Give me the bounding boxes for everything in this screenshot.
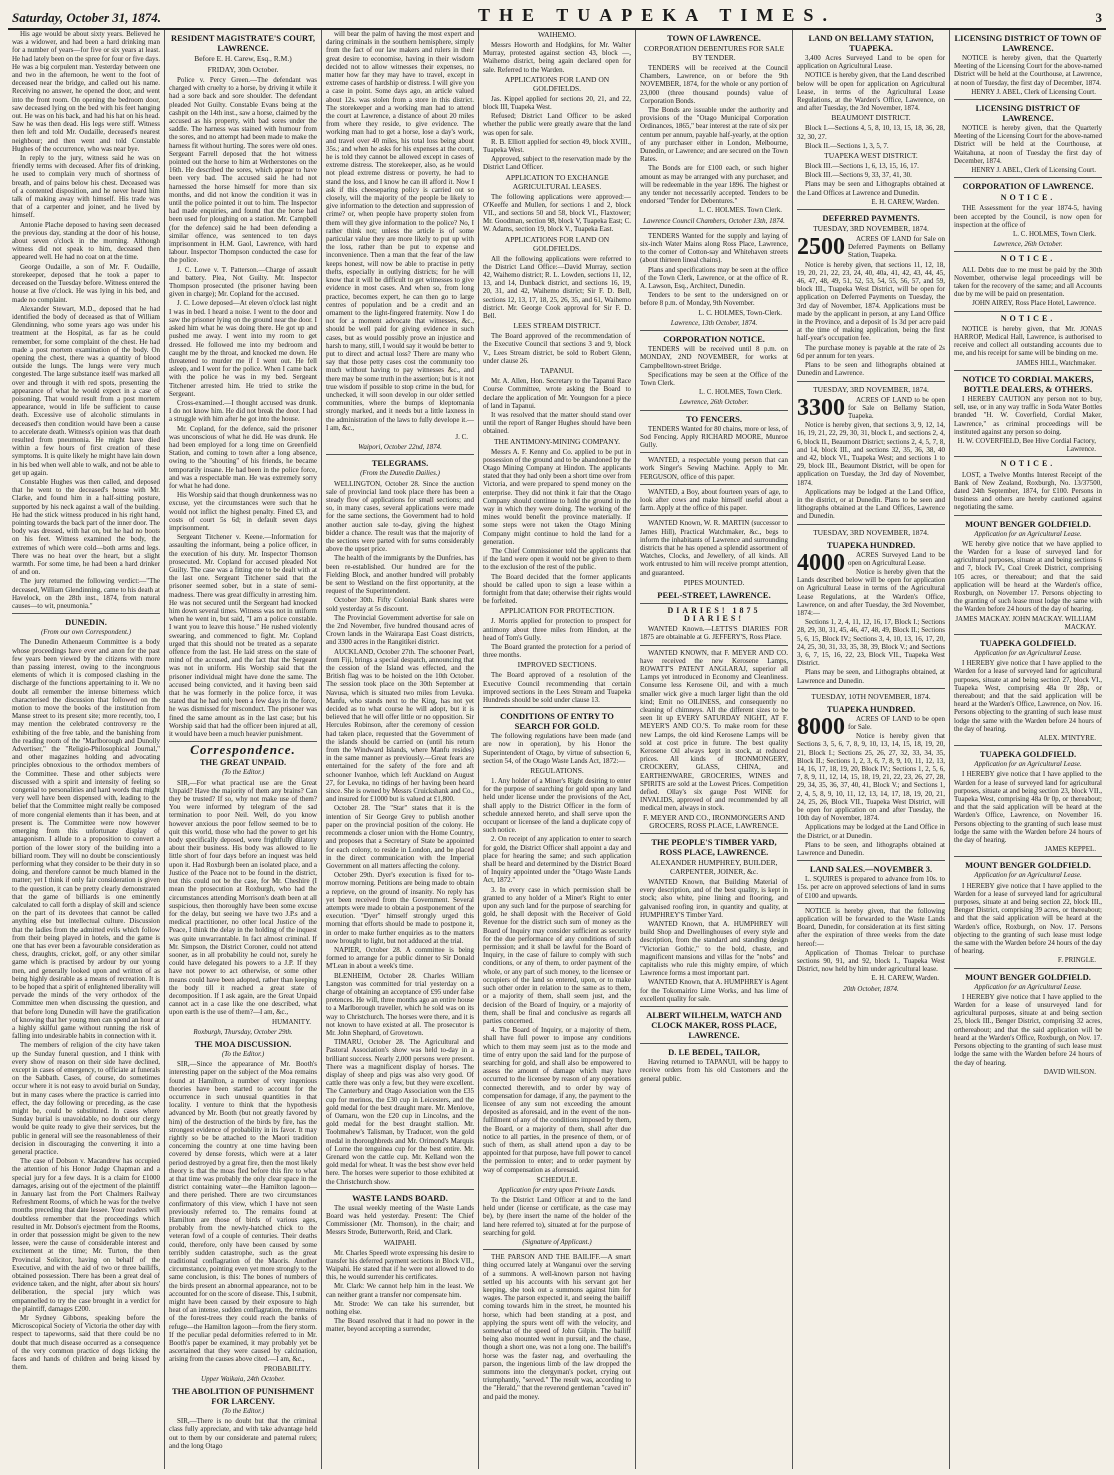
ad-signature: E. H. CAREW, Warden. [871,974,939,983]
divider [12,613,160,614]
ad-paragraph: ACRES Surveyed Land to be open on Agricultural Lease. [848,550,945,567]
column-4 [479,30,636,1469]
ad-heading: LAND SALES.—NOVEMBER 3. [809,864,933,875]
acreage-figure: 8000 [797,713,845,740]
ad-paragraph: I HEREBY give notice that I have applied to the Warden for a lease of surveyed land for agricultural purposes, situate at and being section 23, block VII., Tuapeka West, comprising 48a 0r 0p, or thereabout; and that the said application will be heard at the Warden's Office, Lawrence, on November 16. Persons objecting to the granting of such lease must lodge the same with the Warden before 24 hours of the day of hearing. [954,770,1102,845]
ad-date: TUESDAY, 3RD NOVEMBER, 1874. [813,384,929,394]
ad-signature: L. C. HOLMES. Town Clerk. [699,206,782,215]
schedule-signature: (Signature of Applicant.) [522,1237,592,1246]
article-paragraph: His age would be about sixty years. Believed he was a widower, and had been a hard drinking man for a number of years—for five or six years at least. He had lately been on the spree for four or five days. He was a big corpulent man. Yesterday between one and two in the afternoon, he went to the foot of deceased near the bridge, and called out his name. Receiving no answer, he opened the door, and went into the front room. On opening the bedroom door, saw deceased lying on the bed with his feet hanging out. He was on his back, and had his hat on his head. Saw he was then dead. His legs were stiff. Witness then left and told Mr. Oudaille, deceased's nearest neighbour; and then went and told Constable Hughes of the occurrence, who was near bye. [12,30,160,153]
article-paragraph: Refused; District Land Officer to be asked whether the public were greatly aware that the land was open for sale. [483,112,631,137]
ad-paragraph: Specifications may be seen at the Office of the Town Clerk. [640,370,788,387]
subsection-heading: SCHEDULE. [536,1174,578,1184]
letter-location: Upper Waikaia, 24th October. [201,1374,285,1383]
ad-caption: Application for an Agricultural Lease. [974,760,1082,769]
ad-paragraph: WANTED Known, that A. HUMPHREY is Agent for the Tokomairiro Lime Works, and has lime of excellent quality for sale. [640,978,788,1003]
divider [797,524,945,525]
telegram-paragraph: October 28. The "Star" states that it is the intention of Sir George Grey to publish another paper on the provincial position of the colony. He recommends a closer union with the Home Country, and proposes that a Secretary of State be appointed for each colony, to reside in London, and be placed in the direct communication with the Imperial Government on all matters affecting the colony. [326,804,474,870]
section-heading: RESIDENT MAGISTRATE'S COURT, LAWRENCE. [171,33,315,53]
article-paragraph: The Chief Commissioner told the applicants that if the land were open it would not be given to them to the exclusion of the rest of the public. [483,546,631,572]
divider [640,410,788,411]
ad-paragraph: Block III.—Sections 9, 33, 37, 41, 30. [805,171,912,180]
divider [640,330,788,331]
ad-paragraph: The Bonds are for £100 each, or such higher amount as may be arranged with any purchaser, and will be redeemable in the year 1896. The highest or any tender not necessarily accepted. Tenders to be endorsed "Tender for Debentures." [640,164,788,206]
ad-paragraph: NOTICE is hereby given, that the Quarterly Meeting of the Licensing Court for the above-named District will be held at the Courthouse, at Lawrence, at noon of Tuesday, the first day of December, 1874. [954,54,1102,87]
ad-heading: D. LE BEDEL, TAILOR, [668,1047,760,1058]
ad-heading: ALBERT WILHELM, WATCH AND CLOCK MAKER, ROSS PLACE, LAWRENCE. [646,1010,782,1041]
article-paragraph: Mr. Copland, for the defence, said the prisoner was unconscious of what he did. He was drunk. He had been employed for a long time on Greenfield Station, and coming to town after a long absence, owing to the "shouting" of his friends, he became temporarily insane. He had been in the police force, and was a respectable man. He was extremely sorry for what he had done. [169,424,317,490]
masthead-date: Saturday, October 31, 1874. [12,10,162,25]
ad-heading: TO FENCERS. [685,413,743,424]
divider [797,860,945,861]
section-subheading: (From our own Correspondent.) [40,628,132,637]
ad-heading: THE PEOPLE'S TIMBER YARD, ROSS PLACE, LAWRENCE. [651,837,777,858]
section-heading: DUNEDIN. [65,617,107,628]
article-paragraph: Jas. Kippel applied for sections 20, 21, and 22, block III, Tuapeka West. [483,94,631,112]
subsection-heading: TAPANUI. [540,366,574,376]
telegram-paragraph: October 29th. Dyer's execution is fixed for to-morrow morning. Petitions are being made to obtain a reprieve, on the ground of insanity. No reply has yet been received from the Government. Several attempts were made to obtain a postponement of the execution. "Dyer" himself strongly urged this morning that efforts should be made to postpone it, in order to make further enquiries as to the matters now brought to light, but not adduced at the trial. [326,871,474,945]
divider [326,1189,474,1190]
masthead [8,6,1106,30]
divider [797,381,945,382]
letter-location: Roxburgh, Thursday, October 29th. [193,1027,293,1036]
ad-paragraph: WANTED, a respectable young person that can work Singer's Sewing Machine. Apply to Mr. FERGUSON, office of this paper. [640,456,788,481]
ad-paragraph: Application of Thomas Treloar to purchase sections 90, 91, and 92, block I., Tuapeka West District, now held by him under agricultural lease. [797,948,945,974]
ad-paragraph: TENDERS will be received until 8 p.m. on MONDAY, 2ND NOVEMBER, for works at Campbelltown-street Bridge. [640,345,788,370]
ad-paragraph: Applications may be lodged at the Land Office in the District, or at Dunedin. [797,823,945,840]
ad-paragraph: Tenders to be sent to the undersigned on or before 8 p.m. of Monday, 9th November. [640,291,788,308]
divider [954,515,1102,516]
letter-signature: J. C. [455,432,468,441]
divider [954,968,1102,969]
ad-caption: Application for an Agricultural Lease. [974,871,1082,880]
ad-paragraph: WANTED, a Boy, about fourteen years of age, to look after cows and make himself useful about a farm. Apply at the office of this paper. [640,487,788,513]
subsection-heading: REGULATIONS. [530,766,584,776]
telegram-paragraph: AUCKLAND, October 27th. The schooner Pearl, from Fiji, brings a special despatch, announcing that the cession of the Island was effected, and the British flag was to be hoisted on the 10th October. The session took place on the 30th September at Navusa, which is situated two miles from Levuka. Manfu, who stands next to the King, has not yet decided as to what course he will adopt, but it is believed that he will offer little or no opposition. Sir Hercules Robinson, after the ceremony of cession had taken place, requested that the Government of the islands should be carried on (until his return from the Windward Islands, where Manfu resides) in the same manner as previously.—Great fears are entertained for the safety of the fore and aft schooner Ivanhoe, which left Auckland on August 27, for Levuka, no tidings of her having been heard since. She is owned by Messrs Cruickshank and Co., and insured for £1000 but is valued at £1,800. [326,647,474,804]
divider [640,603,788,604]
notice-banner: NOTICE. [1000,459,1056,469]
ad-heading: LICENSING DISTRICT OF LAWRENCE. [975,103,1081,124]
ad-paragraph: Notice is hereby given that Sections 3, 5, 6, 7, 8, 9, 10, 13, 14, 15, 18, 19, 20, 21, Block I.; Sections 25, 26, 27, 32, 33, 34, 35, Block II.; Sections 1, 2, 3, 6, 7, 8, 9, 10, 11, 12, 13, 14, 16, 17, 18, 19, 20, Block IV.; Sections 1, 2, 5, 6, 7, 8, 9, 11, 12, 14, 15, 18, 19, 21, 22, 23, 26, 27, 28, 29, 34, 35, 36, 37, 40, 41, Block V.; and Sections 1, 2, 4, 5, 8, 9, 10, 11, 12, 13, 14, 17, 18, 19, 20, 21, 24, 25, 26, Block VII., Tuapeka West District, will be open for application on and after Tuesday, the 10th day of November, 1874. [797,732,945,823]
article-paragraph: George Oudaille, a son of Mr. F. Oudaille, storekeeper, deposed that he took a paper to deceased on the Tuesday before. Witness entered the house at five o'clock. He was lying in his bed, and made no complaint. [12,262,160,304]
acreage-figure: 4000 [797,549,845,576]
article-paragraph: All the following applications were referred to the District Land Office:—David Murray, section 42, Waihemo district; R. L. Lowden, sections 11, 12, 13, and 14, Dunback district, and sections 16, 19, 20, 31, and 42, Waihemo district; Sir F. D. Bell, sections 12, 13, 17, 18, 25, 26, 35, and 61, Waihemo district. Mr. George Cook approval for Sir F. D. Bell. [483,254,631,321]
ad-paragraph: Sections 1, 2, 4, 11, 12, 16, 17, Block I.; Sections 28, 29, 30, 31, 45, 46, 47, 48, 49, Block II.; Sections 5, 6, 15, Block IV.; Sections 3, 4, 10, 13, 16, 17, 20, 24, 25, 30, 31, 33, 35, 38, 39, Block V.; and Sections 3, 6, 7, 15, 16, 22, 23, Block VII., Tuapeka West District. [797,618,945,668]
divider [640,452,788,453]
ad-subheading: ALEXANDER HUMPHREY, BUILDER, CARPENTER, JOINER, &c. [650,858,778,877]
ad-heading: NOTICE TO CORDIAL MAKERS, BOTTLE DEALERS, & OTHERS. [962,373,1094,394]
ad-paragraph: WANTED KNOWN, that F. MEYER AND CO. have received the new Kerosene Lamps, ROWATT'S PATENT ANGLARAJ, superior all Lamps yet introduced in Economy and Cleanliness. Consume less Kerosene Oil, and with a much smaller wick give a much larger light than the old kind; Emit no OILINESS, and consequently no cleaning of chimneys. All the different sizes to be seen lit up EVERY SATURDAY NIGHT, AT F. MEYER'S AND CO.'S. To make room for these new Lamps, the old kind Kerosene Lamps will be sold at cost price in future. The best quality Kerosene Oil always kept in stock, at reduced prices. All kinds of IRONMONGERY, CROCKERY, GLASS, CHINA, and EARTHENWARE, GROCERIES, WINES and SPIRITS are sold at the Lowest Prices. Competition defied. Ollay's six gauge Post WINE for INVALIDS, approved of and recommended by all medical men, always in stock. [640,648,788,813]
letter-subheading: (To the Editor.) [221,768,265,777]
ad-location: Lawrence, 26th October. [679,398,749,407]
article-paragraph: Mr. Charles Speedl wrote expressing his desire to transfer his deferred payment sections in Block VII., Waipahi. He stated that if he were not allowed to do this, he would surrender his certificates. [326,1248,474,1282]
subsection-heading: APPLICATION FOR PROTECTION. [499,606,615,616]
article-paragraph: Cross-examined.—I thought accused was drunk. I do not know him. He did not break the door. I had a struggle with him after he got into the house. [169,398,317,424]
ad-signature: E. H. CAREW, Warden. [871,197,939,206]
ad-paragraph: Notice is hereby given, that sections 11, 12, 18, 19, 20, 21, 22, 23, 24, 40, 40a, 41, 42, 43, 44, 45, 46, 47, 48, 49, 51, 52, 53, 54, 55, 56, 57, and 59, block III., Tuapeka West District, will be open for application on Deferred Payments on Tuesday, the 3rd day of November, 1874. Applications must be made by the applicant in person, at any Land Office in the Province, and a deposit of 1s 3d per acre paid at the time of making application, being the first half-year's occupation fee. [797,260,945,343]
letter-heading: THE MOA DISCUSSION. [194,1038,292,1049]
ad-paragraph: I HEREBY give notice that I have applied to the Warden for a lease of unsurveyed land for agricultural purposes, situate at and being section 25, block III., Benger District, comprising 32 acres, orthereabout; and that the said application will be heard at the Warden's Office, Roxburgh, on Nov. 17. Persons objecting to the granting of such lease must lodge the same with the Warden before 24 hours of the day of hearing. [954,992,1102,1067]
article-paragraph: Constable Hughes was then called, and deposed that he went to the deceased's house with Mr. Clarke, and found him in a half-sitting posture, supported by his neck against a wall of the building. He had the stick witness produced in his right hand, pointing towards the back part of the inner door. The body was dressed, with hat on, but he had no boots on his feet. Witness examined the body, the extremes of which were cold—both arms and legs. There was no heat over the heart, but a slight warmth. For some time, he had been a hard drinker of and on. [12,477,160,577]
ad-heading: DEFERRED PAYMENTS. [822,213,920,224]
ad-signature: HENRY J. ABEL, Clerk of Licensing Court. [971,166,1096,175]
ad-date: TUESDAY, 3RD NOVEMBER, 1874. [813,527,929,537]
column-3 [322,30,479,1469]
ad-paragraph: Block II.—Sections 1, 3, 5, 7. [805,141,889,150]
divider [326,454,474,455]
ad-heading: TOWN OF LAWRENCE. [667,33,761,43]
divider [640,515,788,516]
ad-paragraph: Plans to be seen and lithographs obtained at Dunedin and Lawrence. [797,361,945,378]
ad-heading: CORPORATION OF LAWRENCE. [962,181,1094,192]
article-paragraph: Messrs Howorth and Hodgkins, for Mr. Walter Murray, protested against section 43, block —, Waihemo district, being again declared open for sale. Referred to the Warden. [483,41,631,74]
article-paragraph: The usual weekly meeting of the Waste Lands Board was held yesterday. Present: The Chief Commissioner (Mr. Thomson), in the chair; and Messrs Strode, Butterworth, Reid, and Clark. [326,1203,474,1237]
article-paragraph: J. C. Lowe v. T. Patterson.—Charge of assault and battery. Plea, Not Guilty. Mr. Inspector Thompson prosecuted (the prisoner having been given in charge); Mr. Copland for the accused. [169,265,317,299]
ad-paragraph: NOTICE is hereby given, that the following application will be forwarded to the Waste Lands Board, Dunedin, for consideration at its first sitting after the expiration of three weeks from the date hereof:— [797,906,945,948]
acreage-figure: 3300 [797,394,845,421]
divider [483,707,631,708]
divider [797,209,945,210]
ad-paragraph: NOTICE is hereby given, that the Quarterly Meeting of the Licensing Court for the above-named District will be held at the Courthouse, at Waitahuna, at noon of Tuesday the first day of December, 1874. [954,124,1102,165]
ad-paragraph: L. SQUIRES is prepared to advance from 10s. to 15s. per acre on approved selections of land in sums of £100 and upwards. [797,875,945,900]
ad-signature: H. W. COVERFIELD, Bee Hive Cordial Factory, Lawrence. [957,436,1096,454]
regulation-paragraph: 2. On receipt of any application to enter to search for gold, the District Officer shall appoint a day and place for hearing the same; and such application shall be heard and determined by the District Board of Inquiry appointed under the "Otago Waste Lands Act, 1872." [483,835,631,885]
divider [954,99,1102,100]
subsection-heading: APPLICATIONS FOR LAND ON GOLDFIELDS. [504,234,610,253]
letter-subheading: (To the Editor.) [221,1049,265,1058]
divider [797,688,945,689]
ad-paragraph: I HEREBY give notice that I have applied to the Warden for a lease of surveyed land for agricultural purposes, situate at and being section 27, block VI., Tuapeka West, comprising 48a 0r 28p, or thereabout; and that the said application will be heard at the Warden's Office, Lawrence, on Nov. 16. Persons objecting to the granting of such lease must lodge the same with the Warden before 24 hours of the day of hearing. [954,659,1102,733]
district-heading: TUAPEKA WEST DISTRICT. [824,151,918,161]
section-subheading: (From the Dunedin Dailies.) [360,469,440,478]
letter-location: Waipori, October 22nd, 1874. [358,443,442,452]
divider [640,484,788,485]
ad-location: Lawrence, 26th October. [993,240,1063,249]
article-paragraph: The Dunedin Athenaeum Committee is a body whose proceedings have ever and anon for the past few years been viewed by the citizens with more than passing interest, owing to the incongruous elements of which it is composed clashing in the discharge of the functions appertaining to it. We no doubt all remember the intense bitterness which characterised the discussion that followed on the motion to move the books of the institution from Manse street to its present site; more recently, too, I may mention the celebrated controversy re the exhibiting of the free table, and the banishing from the reading room of the "Marlborough and Dunolly Advertiser," the "Religio-Philosophical Journal," and other magazines holding and advocating principles obnoxious to the orthodox members of the Committee. These and other subjects were discussed with a spirit and intensity of feeling so congenial to personalities and hard words that might very well have been dispensed with, leading to the belief that the Committee might really be composed of more congenial elements than it has been, and at present is. The Committee were now however emerging from this unfortunate display of antagonism. I allude to a proposition to convert a portion of the lower story of the building into a billiard room. They will no doubt be conscientiously performing what they consider to be their duty in so doing, and therefore cannot be much blamed in the matter; yet I think if only fair consideration is given to the question, it can be pretty clearly demonstrated that the game of billiards is one eminently calculated to call forth a display of skill and science on the part of its devotees that cannot be called anything else but intellectual culture. Discussion that the ladies from the admitted evils which follow from their being played in hotels, and the game is one that has ever been a favourable consideration as chess, draughts, cricket, golf, or any other similar game which is practised by ardour by our young men, and generally looked upon and written of as being highly desirable as a means of recreation. It is to be hoped that a spirit of enlightened liberality will pervade the minds of the very orthodox of the Committee men when discussing the question, and that before long Dunedin will have the gratification of knowing that her young men can spend an hour at a highly skilful game without running the risk of falling into undesirable habits in connection with it. [12,638,160,1041]
letter-paragraph: SIR,—For what practical use are the Great Unpaid? Have the majority of them any brains? Can they be trusted? If so, why not make use of them? You were informed by telegram of the sad termination to poor Neil. Well, do you know however anxious the poor fellow seemed to be to quit this world, those who had the power to get his body specifically deposed, were frightfully dilatory about their business. His body was allowed to lie little short of four days before an inquest was held upon it. Had Roxburgh been an isolated place, and a Justice of the Peace not to be found in the district, but this could not be the case, for Mr. Cheshire (I mean the prosecution at Roxburgh, who had the circumstances attending Morrison's death been at all suspicious, then thoroughly have been some excuse for the delay, but seeing we have two J.P.s and a medical practitioner, no other local Justice of the Peace, I think the delay in the holding of the inquest was quite unwarrantable. In fact almost criminal. If Mr. Simpson, the District Coroner, could not attend sooner, as in all probability he could not, surely he could have delegated his powers to a J.P. If they have not power to act otherwise, or some other means could have been adopted, rather than keeping the body till it reached a great state of decomposition. If I ask again, are the Great Unpaid cannot act in a case like the one described, what upon earth is the use of them?—I am, &c., [169,778,317,1017]
article-paragraph: Mr. Clark: We cannot help him in the least. We can neither grant a transfer nor compensate him. [326,1282,474,1299]
article-paragraph: Mr. A. Allen, Hon. Secretary to the Tapanui Race Course Committee, wrote asking the Board to declare the application of Mr. Youngson for a piece of land in Tapanui. [483,377,631,410]
ad-signature: JAMES MACKAY. JOHN MACKAY. WILLIAM MACKAY. [955,614,1096,631]
telegram-paragraph: The health of the immigrants by the Dunfries, has been re-established. Our hundred are for the Fielding Block, and another hundred will probably be sent to Westland on the first opportunity, at the request of the Superintendent. [326,554,474,596]
telegram-paragraph: WELLINGTON, October 28. Since the auction sale of provincial land took place there has been a steady flow of applications for small sections; and so, in many cases, several applications were made for the same sections, the Government had to hold another auction sale to-day, giving the highest bidder a chance. The result was that the majority of the sections were parted with for sums considerably above the upset price. [326,479,474,554]
ad-heading: MOUNT BENGER GOLDFIELD. [965,860,1091,871]
divider [640,1043,788,1044]
article-paragraph: J. Morris applied for protection to prospect for antimony about three miles from Hindon, at the head of Tom's Gully. [483,617,631,642]
ad-heading: PEEL-STREET, LAWRENCE. [657,589,771,600]
letter-paragraph: will bear the palm of having the most expert and daring criminals in the southern hemisphere, simply from the fact of our law makers and rulers in their great desire to economise, having in their wisdom decided not to allow witnesses their expenses, no matter how far they may have to travel, except in extreme cases of hardship or distress. I will give you a case in point. Some days ago, an article valued about 12s. was stolen from a store in this district. The storekeeper and a working man had to attend the court at Lawrence, a distance of about 20 miles from where they reside, to give evidence. The working man had to get a horse, lose a day's work, and travel over 40 miles, his total loss being about 35s.; and when he asks for his expenses at the court, he is told they cannot be allowed except in cases of extreme distress. The storekeeper, also, as he would not plead extreme distress or poverty, he had to stand the loss, and I know he can ill afford it. Now I ask if this cheeseparing policy is carried out so closely, will the majority of the people be likely to give information to the detection and suppression of crime? or, when people have property stolen from them will they give information to the police? No, I rather think not; unless the article is of some particular value they are more likely to put up with the loss, rather than be put to expense and inconvenience. Then a man that the fear of the law keeps honest, will now be able to practise in petty thefts, especially in outlying districts; for he will know that it will be difficult to get witnesses to give evidence in most cases. And when so, from long practice, becomes expert, he can then go to large centres of population and be a credit and an ornament to the light-fingered fraternity. Now I do not for a moment advocate that witnesses, &c., should be well paid for giving evidence in such cases, but as would possibly prove an injustice and harsh to many, still, I would say it would be better to put to direct and actual loss? There are many who say that those petty cases cost the community too much without having to pay witnesses &c., and there may be some truth in the assertion; but is it not true wisdom if possible to stop crime in the bud, for unchecked, it will soon develop in our older settled communities, where the bumps of kleptomania strongly marked, and it needs but a little laxness in the administration of the laws to fully develope it.—I am, &c., [326,30,474,432]
correspondence-heading: Correspondence. [190,742,296,758]
letter-subheading: (To the Editor.) [221,1407,265,1416]
ad-signature: JAMES HILL, Watchmaker. [1016,358,1096,367]
telegram-paragraph: October 30th. Fifty Colonial Bank shares were sold yesterday at 5s discount. [326,596,474,613]
notice-banner: NOTICE. [1000,313,1056,323]
article-paragraph: Sergeant Titchener v. Keene.—Information for assaulting the informant, being a police officer, in the execution of his duty. Mr. Inspector Thomson prosecuted. Mr. Copland for accused pleaded Not Guilty. The case was a fitting one to be dealt with at the last one. Sergeant Titchener said that the prisoner seemed sober, but in a state of semi-madness. There was great difficulty in arresting him. He was not secured until the Sergeant had knocked him down several times. Witness was not in uniform when he went in, but said, "I am a police constable. I want you to leave this house." He rushed violently swearing, and commenced to fight. Mr. Copland urged that this should not be treated as a separate offence from the last. He laid stress on the state of mind of the accused, and the fact that the Sergeant was not in uniform. His Worship said that the prisoner individual might have done the same. The accused being convicted, and it having been said that he was formerly in the police force, it was stated that he had only been a few days in the force, he was dismissed for misconduct. The prisoner was fined the same amount as in the last case; but his Worship said that had the officer been injured at all, it would have been a much heavier punishment. [169,533,317,739]
telegram-paragraph: BLENHEIM, October 28. Charles William Langston was committed for trial yesterday on a charge of obtaining an acceptance of £95 under false pretences. He will, three months ago an entire house to a Marlborough traveller, which he sold was on its way to Christchurch. The horses were there, and it is not known to have existed at all. The prosecutor is Mr. John Shephard, of Grovetown. [326,971,474,1037]
ad-signature: L. C. HOLMES, Town Clerk. [699,388,782,397]
article-paragraph: Antonie Plache deposed to having seen deceased the previous day, standing at the door of his house, about seven o'clock in the morning. Although witness did not speak to him, deceased then appeared well. He had no coat on at the time. [12,220,160,262]
regulation-paragraph: 4. The Board of Inquiry, or a majority of them, shall have full power to impose any conditions which to them may seem just as to the mode and time of entry upon the said land for the purpose of searching for gold, and shall also be empowered to assess the amount of damage which may have occurred to the licensee by reason of any operations connected therewith, and to order by way of compensation for damage, if any, the payment to the licensee of any sum not exceeding the amount deposited as aforesaid, and in the event of the non-fulfilment of any of the conditions imposed by them, the Board, or a majority of them, shall after due notice to all parties, in the presence of them, or of such of them, as shall attend upon a day to be appointed for that purpose, have full power to cancel the permission to enter; and to order payment by way of compensation as aforesaid. [483,1026,631,1174]
ad-paragraph: Notice is hereby given, that sections 3, 9, 12, 14, 16, 19, 21, 22, 29, 30, 31, block I., and sections 2, 4, 6, block II., Beaumont District; sections 2, 4, 5, 7, 8, and 14, block III., and sections 32, 35, 36, 38, 40 and 42, block VI., Tuapeka West; and sections 1 to 29, block III., Beaumont District, will be open for application on Tuesday, the 3rd day of November, 1874. [797,421,945,487]
article-paragraph: J. C. Lowe deposed—At eleven o'clock last night I was in bed. I heard a noise. I went to the door and saw the prisoner lying on the ground near the door. I asked him what he was doing there. He got up and pushed me away. I went into my room to get dressed. He followed me into my bedroom and caught me by the throat, and knocked me down. He threatened to murder me if I went out. He fell asleep, and I went for the police. When I came back with the police he was in my bed. Sergeant Titchener arrested him. He tried to strike the Sergeant. [169,299,317,398]
masthead-title: THE TUAPEKA TIMES. [478,5,836,25]
subsection-heading: IMPROVED SECTIONS. [517,660,597,670]
ad-paragraph: WANTED Known, that Building Material of every description, and of the best quality, is kept in stock; also white, pine lining and flooring, and galvanised roofing iron, in quantity and quality, at HUMPHREY'S Timber Yard. [640,878,788,919]
column-6 [793,30,950,1469]
ad-paragraph: Block III.—Sections 1, 6, 13, 15, 16, 17. [805,162,919,171]
ad-location: 20th October, 1874. [843,984,899,993]
ad-paragraph: ACRES OF LAND for Sale on Deferred Payments on Bellamy Station, Tuapeka. [848,235,945,260]
ad-paragraph: WANTED Known, W. R. MARTIN (successor to James Hill), Practical Watchmaker, &c., begs to inform the inhabitants of Lawrence and surrounding districts that he has opened a splendid assortment of Watches, Clocks, and Jewellery, of all kinds. All work entrusted to him will receive prompt attention, and guaranteed. [640,519,788,577]
article-paragraph: The following applications were approved:—O'Keeffe and Mullen, for sections 1 and 2, block VII., and sections 50 and 58, block VI., Flaxtower; Mr. Goodman, section 98, block V, Tuapeka East; C. W. Adams, section 19, block V., Tuapeka East. [483,192,631,234]
divider [954,456,1102,457]
ad-paragraph: Plans and specifications may be seen at the office of the Town Clerk, Lawrence, or at the office of R. A. Lawson, Esq., Architect, Dunedin. [640,265,788,291]
article-paragraph: The following regulations have been made (and are now in operation), by his Honor the Superintendent of Otago, by virtue of subsection 6, section 54, of the Otago Waste Lands Act, 1872:— [483,732,631,765]
divider [954,634,1102,635]
article-paragraph: Approved, subject to the reservation made by the District Land Officer. [483,155,631,172]
letter-signature: HUMANITY. [272,1017,311,1026]
ad-signature: DAVID WILSON. [1043,1067,1096,1076]
article-paragraph: Messrs A. F. Kenny and Co. applied to be put in possession of the ground and to be abandoned by the Otago Mining Company at Hindon. The applicants stated that they had only been a short time over from Victoria, and were prepared to spend money on the enterprise. They did not think it fair that the Otago Company should continue to hold the ground in the way in which they were doing. The working of the mines would benefit the province materially. If some steps were not taken the Otago Mining Company might continue to hold the land for a generation. [483,447,631,546]
ad-paragraph: I HEREBY give notice that I have applied to the Warden for a lease of surveyed land for agricultural purposes, situate at and being section 22, block III., Benger District, comprising 39 acres, or thereabout; and that the said application will be heard at the Warden's office, Roxburgh, on Nov. 17. Persons objecting to the granting of such lease must lodge the same with the Warden before 24 hours of the day of hearing. [954,881,1102,956]
ad-paragraph: ACRES OF LAND to be open for Sale on Bellamy Station, Tuapeka. [848,395,945,420]
ad-paragraph: I HEREBY CAUTION any person not to buy, sell, use, or in any way traffic in Soda Water Bottles branded "H. W. Coverfield, Cordial Maker, Lawrence," as criminal proceedings will be instituted against any person so doing. [954,394,1102,436]
regulation-paragraph: 1. Any holder of a Miner's Right desiring to enter for the purpose of searching for gold upon any land held under license under the provisions of the Act, shall apply to the District Officer in the form of schedule annexed hereto, and shall serve upon the occupant or licensee of the land a duplicate copy of such notice. [483,777,631,835]
diaries-banner: DIARIES! 1875 DIARIES! [667,605,761,623]
district-heading: BEAUMONT DISTRICT. [831,113,911,123]
court-magistrate: Before E. H. Carew, Esq., R.M.) [194,54,292,63]
letter-paragraph: SIR,—There is no doubt but that the criminal class fully appreciate, and with take advantage held out to them by our considerate and paternal rulers; and the long Otago [169,1417,317,1450]
ad-paragraph: WE hereby give notice that we have applied to the Warden for a lease of surveyed land for agricultural purposes, situate at and being sections 6 and 7, block IV., Coal Creek District, comprising 105 acres, or thereabout; and that the said application will be heard at the Warden's office, Roxburgh, on November 17. Persons objecting to the granting of such lease must lodge the same with the Warden before 24 hours of the day of hearing. [954,539,1102,614]
column-7 [950,30,1106,1469]
column-5 [636,30,793,1469]
ad-paragraph: Having returned to TAPANUI, will be happy to receive orders from his old Customers and the general public. [640,1058,788,1083]
ad-paragraph: ALL Debts due to me must be paid by the 30th November, otherwise legal proceedings will be taken for the recovery of the same; and all Accounts due by me will be paid on presentation. [954,265,1102,299]
ad-paragraph: Notice is hereby given that the Lands described below will be open for application on Agricultural Lease in terms of the Agricultural Lease Regulations, at the Warden's Office, Lawrence, on and after Tuesday, the 3rd November, 1874:— [797,567,945,617]
ad-heading: LICENSING DISTRICT OF TOWN OF LAWRENCE. [954,33,1102,53]
divider [954,251,1102,252]
divider [640,833,788,834]
ad-paragraph: The Bonds are issuable under the authority and provisions of the "Otago Municipal Corporation Ordinances, 1865," bear interest at the rate of six per centum per annum, payable half-yearly, at the option of any purchaser either in London, Melbourne, Dunedin, or Lawrence; and are secured on the Town Rates. [640,106,788,164]
article-paragraph: The Board approved of a resolution of the Executive Council recommending that certain improved sections in the Lees Stream and Tuapeka Hundreds should be sold under clause 13. [483,671,631,704]
ad-date: TUESDAY, 3RD NOVEMBER, 1874. [813,224,929,234]
subsection-heading: APPLICATIONS FOR LAND ON GOLDFIELDS. [504,74,610,93]
article-paragraph: The case of Dobson v. Macandrew has occupied the attention of his Honor Judge Chapman and a special jury for a few days. It is a claim for £1000 damages, arising out of the ejectment of the plaintiff in January last from the Port Chalmers Railway Refreshment Rooms, of which he was for the twelve months preceding that date lessee. Your readers will doubtless remember that the proceedings which resulted in Mr. Dobson's ejectment from the Rooms, in order that possession might be given to the new lessee, were the cause of considerable interest and excitement at the time; Mr. Turton, the then Provincial Solicitor, having on behalf of the Executive, and with the aid of two or three bailiffs, obtained possession. There has been a great deal of evidence taken, and the night, after about six hours' deliberation, the special jury which was empannelled to try the case brought in a verdict for the plaintiff, damages £200. [12,1157,160,1313]
court-date: FRIDAY, 30th October. [207,65,279,74]
article-paragraph: Police v. Percy Green.—The defendant was charged with cruelty to a horse, by driving it while it had a sore back and sore shoulder. The defendant pleaded Not Guilty. Constable Evans being at the cashpit on the 14th inst., saw a horse, claimed by the accused as his property, with bad sores under the saddle. The harness was stained with humour from the sores, and no attempt had been made to make the harness fit without hurting. The sores were old ones. Sergeant Farrell deposed that the hot witness pointed out the horse to him at Wetherstones on the 16th. He described the sores, which appear to have been very bad. The accused said he had not harnessed the horse himself for more than six months, and did not know the condition it was in until the police pointed it out to him. The Inspector had made enquiries, and found that the horse had been used for ploughing on a station. Mr. Campbell (for the defence) said he had been defending a similar offence, was sentenced to ten days imprisonment in H.M. Gaol, Lawrence, with hard labour. Inspector Thompson conducted the case for the police. [169,76,317,265]
article-paragraph: Mr. Strode: We can take his surrender, but nothing else. [326,1299,474,1317]
ad-location: Lawrence Council Chambers, October 13th, 1874. [643,216,785,225]
article-paragraph: The members of religion of the city have taken up the Sunday funeral question, and I think with every show of reason on their side have declined, except in cases of emergency, to officiate at funerals on the Sabbath. Cases, of course, do sometimes occur where it is not easy to avoid burial on Sunday, but in many cases where the practice is carried into effect, the day following or preceding, as the case might be, could be substituted. In cases where Sunday burial is unavoidable, no doubt our clergy would be quite ready to give their services, but the public in general will see the reasonableness of their decision in discouraging the converting it into a general practice. [12,1041,160,1157]
divider [483,1249,631,1250]
ad-paragraph: ACRES OF LAND to be open for Sale. [848,714,945,731]
article-paragraph: In reply to the jury, witness said he was on friendly terms with deceased. After fits of drinking, he used to complain very much of shortness of breath, and of pains below his chest. Deceased was of a contented disposition, and he never heard him talk of making away with himself. His trade was that of a carpenter and joiner, and he lived by himself. [12,154,160,220]
telegram-paragraph: NAPIER, October 28. A committee is being formed to arrange for a public dinner to Sir Donald M'Lean in about a week's time. [326,945,474,971]
ad-paragraph: Plans may be seen and Lithographs obtained at the Land Offices at Lawrence and Dunedin. [797,180,945,197]
columns [8,30,1106,1469]
ad-heading: CORPORATION NOTICE. [663,334,765,345]
page-number: 3 [1095,10,1102,25]
letter-heading: THE GREAT UNPAID. [199,757,287,768]
letter-paragraph: SIR,—Since the appearance of Mr. Booth's interesting paper on the subject of the Moa remains found at Hamilton, a number of very ingenious theories have been started to account for the occurrence in such unusual quantities in that locality. I venture to think that the hypothesis advanced by Mr. Booth (but not greatly favored by him) of the destruction of the birds by fire, has the strongest evidence of probability in its favor. It may rightly so be be attached to the Maori tradition concerning the country at one time having been covered by dense forests, which were at a later period destroyed by a great fire, then the most likely theory is that the moas fled before this fire to what at that time was probably the only clear space in the district containing water—the Hamilton lagoon—and there perished. There are two circumstances confirmatory of this view, which I have not seen previously referred to. The remains found at Hamilton are those of birds of various ages, probably from the newly-hatched chick to the veteran fowl of a couple of centuries. Their deaths could, therefore, only have been caused by some terribly sudden catastrophe, such as the great traditional conflagration of the Maoris. Another circumstance, pointing even yet more strongly to the same conclusion, is this: The bones of numbers of the birds present an abnormal appearance, not to be accounted for on the score of disease. This, I submit, might have been caused by their exposure to high heat of an intense, sudden conflagration, the remains of the forest-trees they could reach the banks of refuge—the Hamilton lagoon—from the fiery storm. If the peculiar pedal deformities referred to in Mr. Booth's paper be examined, it may probably yet be ascertained that they were caused by calcination, arising from the causes above cited.—I am, &c., [169,1060,317,1364]
divider [640,1006,788,1007]
ad-paragraph: LOST, a Twelve Months Interest Receipt of the Bank of New Zealand, Roxburgh, No. 13/37500, dated 24th September, 1874, for £100. Persons in business and others are hereby cautioned against negotiating the same. [954,470,1102,512]
letter-heading: THE ABOLITION OF PUNISHMENT FOR LARCENY. [171,1386,315,1407]
divider [797,903,945,904]
letter-signature: PROBABILITY. [263,1364,311,1373]
ad-date: TUESDAY, 10TH NOVEMBER, 1874. [811,691,931,701]
article-paragraph: THE PARSON AND THE BAILIFF.—A smart thing occurred lately at Wanganui over the serving of a summons. A well-known parson not having settled up his accounts with his servant got her keeping, she took out a summons against him for wages. The parson expected it, and seeing the bailiff coming towards him in the street, he mounted his horse, which had been standing at a post, and applying the spurs went off with the velocity, and somewhat of the speed of John Gilpin. The bailiff being also mounted went in pursuit, and the chase, though a short one, was not a long one. The bailiff's horse was the faster nag, and overhauling the parson, the ingenious limb of the law dropped the summons into the clergyman's pocket, crying out triumphantly, "served." The result was, according to the "Herald," that the reverend gentleman "caved in" and paid the money. [483,1253,631,1401]
ad-signature: L. C. HOLMES, Town-Clerk. [698,308,782,317]
divider [954,311,1102,312]
ad-paragraph: NOTICE is hereby given, that Mr. JONAS HARROP, Medical Hall, Lawrence, is authorised to receive and collect all outstanding accounts due to me, and his receipt for same will be binding on me. [954,324,1102,358]
ad-paragraph: TENDERS will be received at the Council Chambers, Lawrence, on or before the 9th NOVEMBER, 1874, for the whole or any portion of 23,000 (three thousand pounds) value of Corporation Bonds. [640,64,788,105]
notice-banner: NOTICE. [1000,254,1056,264]
telegram-paragraph: The Provincial Government advertise for sale on the 2nd November, five hundred thousand acres of Crown lands in the Wairarapa East Coast districts, and 3300 acres in the Rangitikei district. [326,613,474,647]
ad-paragraph: Plans to be seen, and lithographs obtained at Lawrence and Dunedin. [797,840,945,858]
ad-caption: Application for an Agricultural Lease. [974,529,1082,538]
subsection-heading: APPLICATION TO EXCHANGE AGRICULTURAL LEASES. [505,172,609,191]
ad-paragraph: WANTED Known, that A. HUMPHREY will build Shop and Dwellinghouses of every style and description, from the standard and standing design "Victorian Gothic," to the bold, chaste, and magnificent mansions and villas for the "nobs" and capitalists who rule this mighty empire, of which Lawrence forms a most important part. [640,920,788,978]
schedule-paragraph: To the District Land Officer at and to the land held under (license or certificate, as the case may be), by (here insert the name of the holder of the land here referred to), situated at for the purpose of searching for gold. [483,1195,631,1237]
article-paragraph: The Board granted the protection for a period of three months. [483,642,631,660]
section-heading: TELEGRAMS. [371,458,429,469]
ad-paragraph: 3,400 Acres Surveyed Land to be open for application on Agricultural Lease. [797,54,945,71]
ad-caption: Application for an Agricultural Lease. [974,648,1082,657]
article-paragraph: Alexander Stewart, M.D., deposed that he had identified the body of deceased as that of William Glendinning, who some years ago was under his treatment at the Hospital, as far as he could remember, for some complaint of the chest. He had made a post mortem examination of the body. On opening the chest, there was a quantity of blood outside the lungs. The lungs were very much congested. The large substance itself was marked all over and through it with red spots, presenting the appearance of what he would expect in a case of poisoning. That would result from a post mortem appearance, would in life be sufficient to cause death. Excessive use of alcoholic stimulants in deceased's then condition would have been a cause to accelerate death. Witness's opinion was that death resulted from pneumonia. He might have died within a few hours of first creation of these symptoms. It is quite likely he might have lain down in his bed when well able to walk, and not be able to get up again. [12,304,160,477]
subsection-heading: WAIPAHI. [383,1237,417,1247]
article-paragraph: It was resolved that the matter should stand over until the report of Ranger Hughes should have been obtained. [483,410,631,436]
ad-heading: TUAPEKA GOLDFIELD. [979,749,1077,760]
ad-heading: TUAPEKA GOLDFIELD. [979,637,1077,648]
ad-signature: L. C. HOLMES, Town Clerk. [1013,230,1096,239]
telegram-paragraph: TIMARU, October 28. The Agricultural and Pastoral Association's show was held to-day in a brilliant success. Nearly 2,000 persons were present. There was a magnificent display of horses. The display of sheep and pigs was also very good. Of cattle there was only a few, but they were excellent. The Canterbury and Otago Association won the £35 cup for merinos, the £30 cup in Leicesters, and the gold medal for the best draught mare. Mr. Menlove, of Oamaru, won the £20 cup in Lincolns, and the gold medal for the best draught stallion. Mr. Toohmahew's Talisman, by Traducer, won the gold medal in thoroughbreds and Mr. Orimond's Marquis of Lorne the tenguinea cup for the best entire. Mr. Grenard won the cattle cup. Mr. Kelland won the gold medal for wheat. It was the best show ever held here. The horses were superior to those exhibited at the Christchurch show. [326,1038,474,1186]
ad-paragraph: Applications may be lodged at the Land Office, in the district, or at Dunedin. Plans to be seen and lithographs obtained at the Land Offices, Lawrence and Dunedin. [797,487,945,521]
ad-paragraph: WANTED Known.—LETTS'S DIARIES FOR 1875 are obtainable at G. JEFFERY'S, Ross Place. [640,625,788,642]
ad-paragraph: TENDERS Wanted for the supply and laying of six-inch Water Mains along Ross Place, Lawrence, to the corner of Cotton-say and Whitehaven streets (about thirteen lineal chains). [640,231,788,265]
section-heading: WASTE LANDS BOARD. [352,1192,448,1203]
ad-location: Lawrence, 13th October, 1874. [670,318,758,327]
section-heading: CONDITIONS OF ENTRY TO SEARCH FOR GOLD. [500,711,614,732]
ad-paragraph: Plans may be seen, and Lithographs obtained, at Lawrence and Dunedin. [797,668,945,685]
subsection-heading: THE ANTIMONY-MINING COMPANY. [493,436,621,446]
ad-subheading: PIPES MOUNTED. [683,577,745,587]
ad-paragraph: Block I.—Sections 4, 5, 8, 10, 13, 15, 18, 36, 28, 32, 30, 27. [797,124,945,141]
column-1 [8,30,165,1469]
ad-subheading: CORPORATION DEBENTURES FOR SALE BY TENDER. [643,44,785,62]
ad-signature: JOHN AIREY, Ross Place Hotel, Lawrence. [972,299,1096,308]
ad-heading: TUAPEKA HUNDRED. [826,539,916,550]
ad-signature: F. MEYER AND CO., IRONMONGERS AND GROCERS, ROSS PLACE, LAWRENCE. [643,812,785,830]
ad-paragraph: THE Assessment for the year 1874-5, having been accepted by the Council, is now open for inspection at the office of [954,204,1102,229]
divider [640,645,788,646]
acreage-figure: 2500 [797,234,845,261]
ad-signature: HENRY J. ABEL, Clerk of Licensing Court. [971,87,1096,96]
ad-paragraph: NOTICE is hereby given, that the Land described below will be open for application on Agricultural Lease, in terms of the Agricultural Lease Regulations, at the Warden's Office, Lawrence, on and after Tuesday, the 3rd November, 1874. [797,71,945,113]
divider [954,370,1102,371]
ad-caption: Application for an Agricultural Lease. [974,982,1082,991]
column-2 [165,30,322,1469]
ad-heading: TUAPEKA HUNDRED. [826,703,916,714]
subsection-heading: WAIHEMO. [537,30,577,39]
article-paragraph: Mr Sydney Gibbons, speaking before the Microscopical Society of Victoria the other day with respect to tapeworms, said that there could be no doubt that much disease occurred as a consequence of the very common practice of dogs licking the faces and hands of children and being kissed by them. [12,1314,160,1372]
article-paragraph: R. B. Elliott applied for section 49, block XVIII., Tuapeka West. [483,137,631,155]
divider [954,177,1102,178]
divider [640,228,788,229]
ad-paragraph: The purchase money is payable at the rate of 2s 6d per annum for ten years. [797,343,945,360]
ad-heading: LAND ON BELLAMY STATION, TUAPEKA. [808,33,934,53]
ad-signature: ALEX. M'INTYRE. [1038,734,1096,742]
divider [954,745,1102,746]
ad-heading: MOUNT BENGER GOLDFIELD. [965,971,1091,982]
notice-banner: NOTICE. [1000,193,1056,203]
article-paragraph: The Board resolved that it had no power in the matter, beyond accepting a surrender, [326,1317,474,1334]
schedule-caption: Application for entry upon Private Lands. [498,1185,616,1194]
subsection-heading: LEES STREAM DISTRICT. [513,321,601,331]
ad-heading: MOUNT BENGER GOLDFIELD. [965,518,1091,529]
ad-signature: F. PRINGLE. [1057,956,1096,965]
article-paragraph: His Worship said that though drunkenness was no excuse, yet the circumstances were such that he would not inflict the highest penalty. Fined £3, and costs of court 5s 6d; in default seven days imprisonment. [169,491,317,532]
article-paragraph: The Board decided that the former applicants should be called upon to sign a lease within a fortnight from that date; otherwise their rights would be forfeited. [483,572,631,606]
divider [954,856,1102,857]
ad-paragraph: TENDERS Wanted for 80 chains, more or less, of Sod Fencing. Apply RICHARD MOORE, Munroe Gully. [640,424,788,449]
regulation-paragraph: 3. In every case in which permission shall be granted to any holder of a Miner's Right to enter upon any such land for the purpose of searching for gold, he shall deposit with the Receiver of Gold Revenue for the district such sum of money as the Board of Inquiry may consider sufficient as security for the due performance of any conditions of such permission; and it shall be lawful for the Board of Inquiry, in the case of failure to comply with such conditions, or any of them, to order payment of the whole, or any part of such money, to the licensee or occupiers of the land so entered, upon, or to make such other order in relation to the same as to them, or a majority of them, shall seem just, and the decision of the Board of Inquiry, or a majority of them, shall be final and conclusive as regards all parties concerned. [483,885,631,1025]
article-paragraph: The jury returned the following verdict:—"The deceased, William Glendinning, came to his death at Havelock, on the 28th inst., 1874, from natural causes—to wit, pneumonia." [12,577,160,611]
ad-signature: JAMES KEPPEL. [1044,845,1096,854]
article-paragraph: The Board approved of the recommendation of the Executive Council that sections 3 and 9, block V., Lees Stream district, be sold to Robert Glenn, under clause 26. [483,332,631,365]
